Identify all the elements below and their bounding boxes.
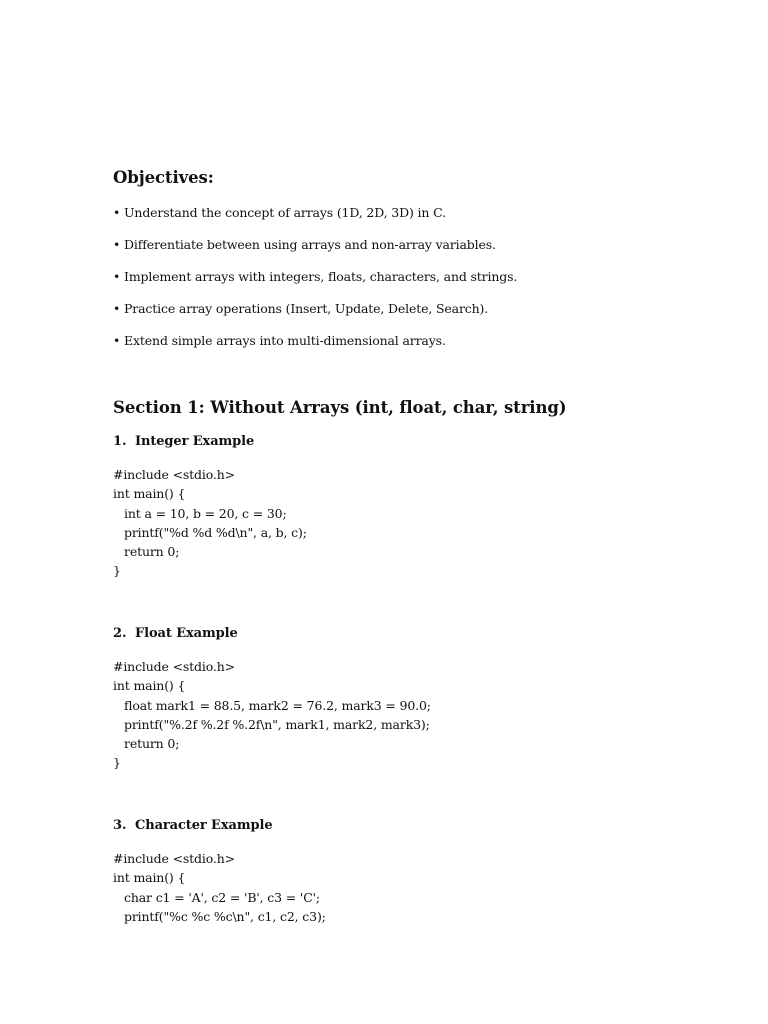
example-title: Float Example	[135, 626, 238, 641]
objective-item: • Implement arrays with integers, floats, characters, and strings.	[113, 269, 518, 284]
code-line: float mark1 = 88.5, mark2 = 76.2, mark3 = 90.0;	[124, 697, 431, 713]
code-line: printf("%.2f %.2f %.2f\n", mark1, mark2, mark3);	[124, 716, 430, 732]
code-line: char c1 = 'A', c2 = 'B', c3 = 'C';	[124, 889, 320, 905]
code-line: #include <stdio.h>	[113, 851, 235, 866]
code-line: int main() {	[113, 870, 186, 886]
code-line: #include <stdio.h>	[113, 659, 235, 674]
example-heading-float	[113, 626, 238, 641]
example-heading-integer	[113, 434, 254, 449]
example-number: 2.	[113, 626, 127, 641]
code-block-character	[113, 849, 326, 926]
code-line: printf("%d %d %d\n", a, b, c);	[124, 524, 307, 540]
code-line: printf("%c %c %c\n", c1, c2, c3);	[124, 908, 326, 924]
objective-item: • Differentiate between using arrays and non-array variables.	[113, 237, 496, 252]
example-title: Integer Example	[135, 434, 255, 449]
code-line: return 0;	[124, 736, 180, 752]
code-block-float	[113, 657, 431, 773]
example-title: Character Example	[135, 818, 273, 833]
code-line: int main() {	[113, 486, 186, 502]
objective-item: • Practice array operations (Insert, Update, Delete, Search).	[113, 301, 489, 316]
code-line: }	[113, 755, 121, 771]
example-number: 3.	[113, 818, 127, 833]
objectives-heading: Objectives:	[113, 168, 214, 187]
code-line: #include <stdio.h>	[113, 467, 235, 482]
example-number: 1.	[113, 434, 127, 449]
objective-item: • Extend simple arrays into multi-dimensional arrays.	[113, 333, 446, 348]
example-heading-character	[113, 818, 273, 833]
code-line: return 0;	[124, 544, 180, 560]
objective-item: • Understand the concept of arrays (1D, 2D, 3D) in C.	[113, 205, 446, 220]
code-line: }	[113, 563, 121, 579]
code-line: int a = 10, b = 20, c = 30;	[124, 505, 287, 521]
code-line: int main() {	[113, 678, 186, 694]
code-block-integer	[113, 465, 307, 581]
section-1-heading: Section 1: Without Arrays (int, float, char, string)	[113, 398, 567, 417]
